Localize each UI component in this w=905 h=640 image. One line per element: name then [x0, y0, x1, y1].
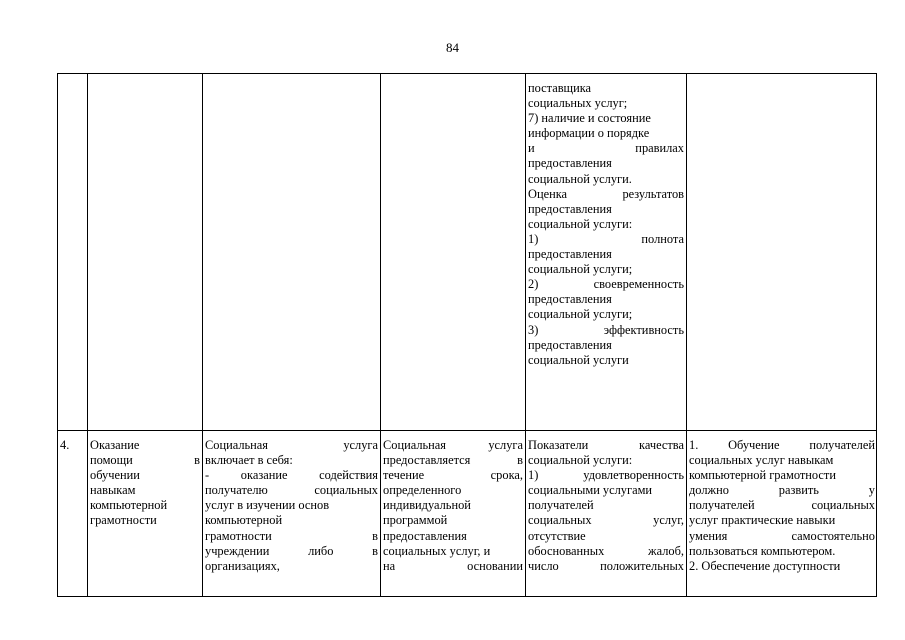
- text-line: предоставления: [383, 528, 467, 543]
- text-line: 2) своевременность: [528, 277, 684, 292]
- column-divider: [525, 73, 526, 597]
- row-number: 4.: [60, 438, 70, 452]
- text-line: грамотности: [90, 513, 157, 528]
- table-border-right: [876, 73, 877, 597]
- text-line: 2. Обеспечение доступности: [689, 558, 841, 573]
- text-line: информации о порядке: [528, 126, 650, 141]
- text-line: умения самостоятельно: [689, 528, 875, 543]
- column-divider: [686, 73, 687, 597]
- row2-result-cell: [689, 438, 875, 574]
- text-line: включает в себя:: [205, 453, 293, 468]
- text-line: грамотности в: [205, 528, 378, 543]
- column-divider: [202, 73, 203, 597]
- text-line: компьютерной: [90, 498, 168, 513]
- text-line: социальной услуги;: [528, 262, 633, 277]
- text-line: социальных услуг;: [528, 96, 628, 111]
- text-line: поставщика: [528, 81, 592, 95]
- text-line: услуг практические навыки: [689, 513, 836, 528]
- text-line: на основании: [383, 558, 523, 573]
- text-line: получателей: [528, 498, 594, 513]
- row2-content-cell: [205, 438, 378, 574]
- text-line: предоставления: [528, 292, 612, 307]
- text-line: социальных услуг навыкам: [689, 453, 834, 468]
- text-line: навыкам: [90, 483, 136, 498]
- row1-criteria-cell: [528, 81, 684, 368]
- text-line: социальной услуги;: [528, 307, 633, 322]
- text-line: 7) наличие и состояние: [528, 111, 651, 126]
- text-line: - оказание содействия: [205, 468, 378, 483]
- text-line: получателю социальных: [205, 483, 378, 498]
- text-line: социальными услугами: [528, 483, 653, 498]
- text-line: должно развить у: [689, 483, 875, 498]
- text-line: 3) эффективность: [528, 322, 684, 337]
- text-line: программой: [383, 513, 448, 528]
- text-line: пользоваться компьютером.: [689, 543, 836, 558]
- table-border-bottom: [57, 596, 877, 597]
- text-line: Показатели качества: [528, 438, 684, 452]
- table-border-top: [57, 73, 877, 74]
- text-line: помощи в: [90, 453, 200, 468]
- text-line: компьютерной грамотности: [689, 468, 836, 483]
- row2-criteria-cell: [528, 438, 684, 574]
- row2-number-cell: [60, 438, 85, 453]
- text-line: Оказание: [90, 438, 140, 452]
- text-line: 1) полнота: [528, 231, 684, 246]
- text-line: компьютерной: [205, 513, 283, 528]
- text-line: организациях,: [205, 558, 280, 573]
- text-line: 1. Обучение получателей: [689, 438, 875, 452]
- row2-name-cell: [90, 438, 200, 529]
- text-line: Социальная услуга: [205, 438, 378, 452]
- text-line: услуг в изучении основ: [205, 498, 330, 513]
- text-line: и правилах: [528, 141, 684, 156]
- text-line: число положительных: [528, 558, 684, 573]
- services-table: [57, 73, 877, 597]
- text-line: обоснованных жалоб,: [528, 543, 684, 558]
- text-line: течение срока,: [383, 468, 523, 483]
- text-line: получателей социальных: [689, 498, 875, 513]
- text-line: социальных услуг, и: [383, 543, 491, 558]
- text-line: предоставления: [528, 337, 612, 352]
- column-divider: [380, 73, 381, 597]
- text-line: предоставления: [528, 156, 612, 171]
- text-line: социальной услуги: [528, 352, 629, 367]
- text-line: предоставления: [528, 201, 612, 216]
- text-line: определенного: [383, 483, 462, 498]
- text-line: социальной услуги:: [528, 216, 633, 231]
- text-line: отсутствие: [528, 528, 586, 543]
- text-line: индивидуальной: [383, 498, 471, 513]
- text-line: учреждении либо в: [205, 543, 378, 558]
- column-divider: [57, 73, 58, 597]
- text-line: предоставления: [528, 247, 612, 262]
- text-line: Социальная услуга: [383, 438, 523, 452]
- text-line: 1) удовлетворенность: [528, 468, 684, 483]
- text-line: обучении: [90, 468, 140, 483]
- row2-term-cell: [383, 438, 523, 574]
- text-line: социальной услуги:: [528, 453, 633, 468]
- column-divider: [87, 73, 88, 597]
- text-line: социальных услуг,: [528, 513, 684, 528]
- page-number: 84: [446, 40, 459, 55]
- row-divider: [57, 430, 877, 431]
- text-line: предоставляется в: [383, 453, 523, 468]
- text-line: Оценка результатов: [528, 186, 684, 201]
- text-line: социальной услуги.: [528, 171, 632, 186]
